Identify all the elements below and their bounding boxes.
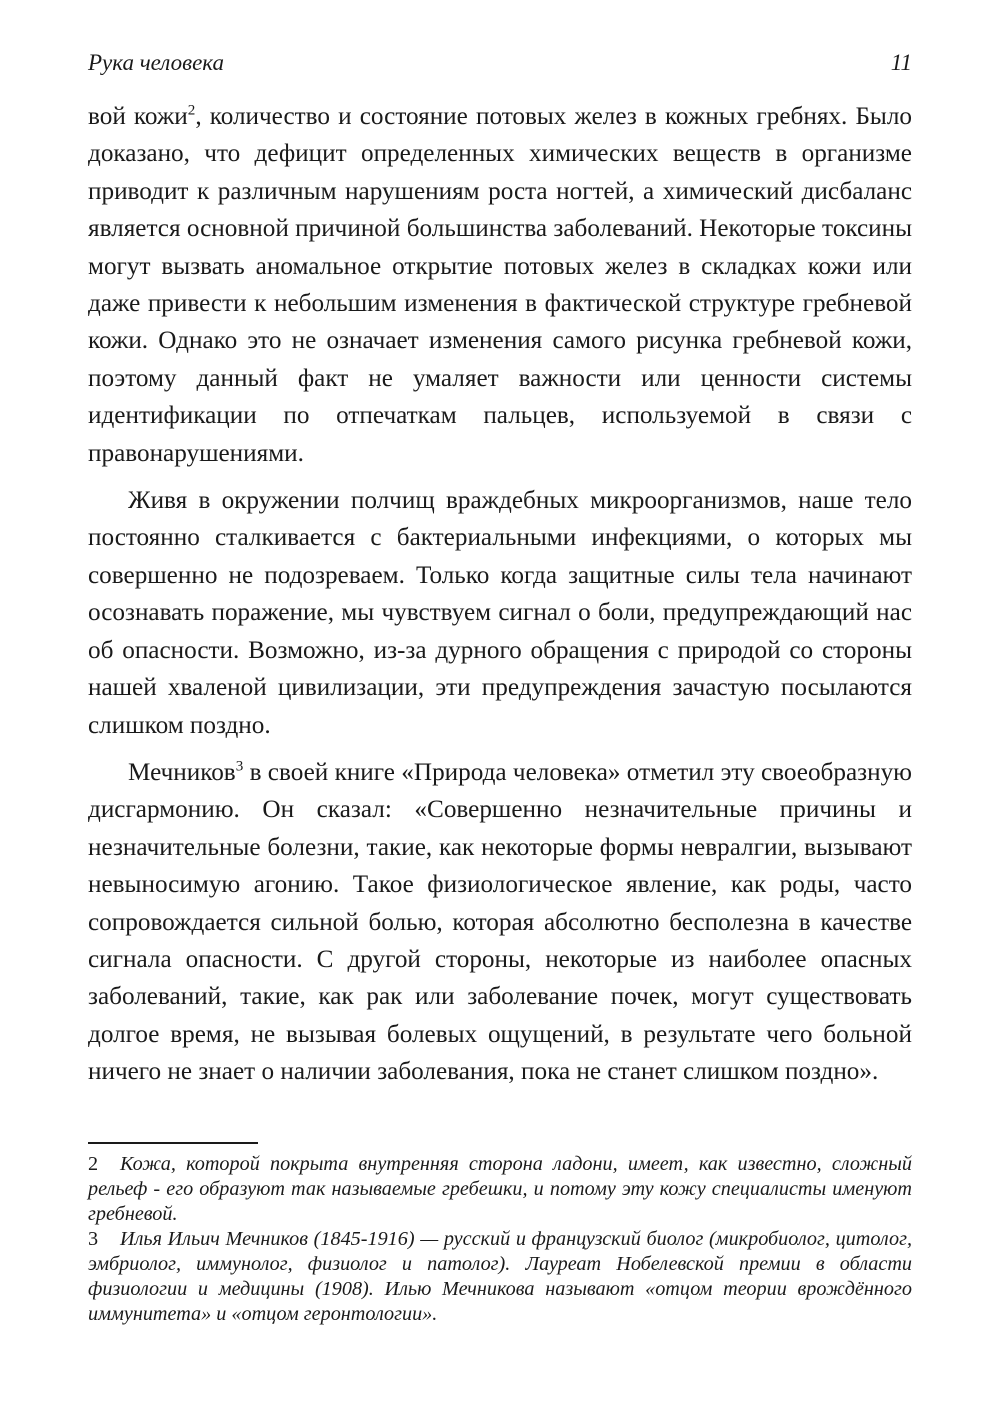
paragraph-text: в своей книге «Природа человека» отметил эту своеобразную дисгармонию. Он сказал: «Совершенно незначительные причины и незначительные болезни, такие, как некоторые формы невралгии, вызывают невыносимую агонию. Такое физиологическое явление, как роды, часто сопровождается сильной болью, которая абсолютно бесполезна в качестве сигнала опасности. С другой стороны, некоторые из наиболее опасных заболеваний, такие, как рак или заболевание почек, могут существовать долгое время, не вызывая болевых ощущений, в результате чего больной ничего не знает о наличии заболевания, пока не станет слишком поздно». [88,758,912,1086]
footnotes [88,1152,912,1327]
footnote-number: 2 [88,1153,99,1175]
paragraph-2 [88,482,912,744]
main-text [88,98,912,1091]
footnote-divider [88,1142,258,1144]
footnote-text: Илья Ильич Мечников (1845-1916) — русский и французский биолог (микробиолог, цитолог, эмбриолог, иммунолог, физиолог и патолог). Лауреат Нобелевской премии в области физиологии и медицины (1908). Илью Мечникова называют «отцом теории врождённого иммунитета» и «отцом геронтологии». [88,1228,912,1325]
paragraph-3 [88,754,912,1091]
footnote-ref-2: 2 [187,102,196,119]
running-title: Рука человека [88,50,224,75]
footnote-number: 3 [88,1228,99,1250]
paragraph-text: Живя в окружении полчищ враждебных микроорганизмов, наше тело постоянно сталкивается с бактериальными инфекциями, о которых мы совершенно не подозреваем. Только когда защитные силы тела начинают осознавать поражение, мы чувствуем сигнал о боли, предупреждающий нас об опасности. Возможно, из-за дурного обращения с природой со стороны нашей хваленой цивилизации, эти предупреждения зачастую посылаются слишком поздно. [88,487,912,739]
page-header [88,50,912,76]
footnote-ref-3: 3 [235,758,244,775]
paragraph-text: Мечников [128,758,236,786]
footnote-3 [88,1227,912,1327]
paragraph-text: , количество и состояние потовых желез в кожных гребнях. Было доказано, что дефицит определенных химических веществ в организме приводит к различным нарушениям роста ногтей, а химический дисбаланс является основной причиной большинства заболеваний. Некоторые токсины могут вызвать аномальное открытие потовых желез в складках кожи или даже привести к небольшим изменения в фактической структуре гребневой кожи. Однако это не означает изменения самого рисунка гребневой кожи, поэтому данный факт не умаляет важности или ценности системы идентификации по отпечаткам пальцев, используемой в связи с правонарушениями. [88,103,912,467]
paragraph-1 [88,98,912,472]
footnote-text: Кожа, которой покрыта внутренняя сторона ладони, имеет, как известно, сложный рельеф - его образуют так называемые гребешки, и потому эту кожу специалисты именуют гребневой. [88,1153,912,1225]
footnote-2 [88,1152,912,1227]
paragraph-text: вой кожи [88,103,188,130]
page-number: 11 [890,50,912,75]
